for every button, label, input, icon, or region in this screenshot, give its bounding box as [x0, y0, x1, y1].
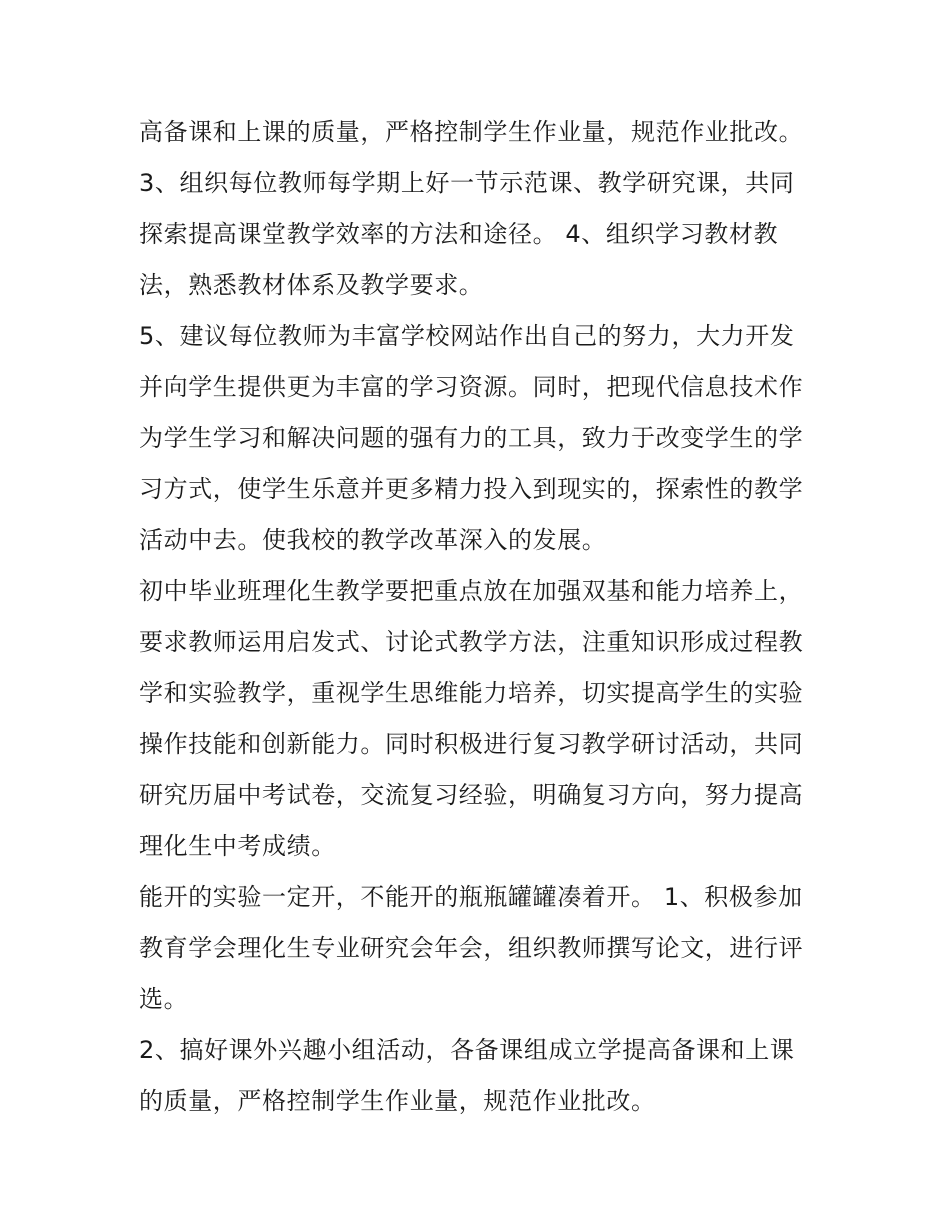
text-line: 学和实验教学，重视学生思维能力培养，切实提高学生的实验 [139, 679, 804, 707]
text-line: 3、组织每位教师每学期上好一节示范课、教学研究课，共同 [139, 169, 795, 197]
text-line: 高备课和上课的质量，严格控制学生作业量，规范作业批改。 [139, 118, 804, 146]
text-line: 2、搞好课外兴趣小组活动，各备课组成立学提高备课和上课 [139, 1036, 795, 1064]
text-line: 5、建议每位教师为丰富学校网站作出自己的努力，大力开发 [139, 322, 795, 350]
text-line: 并向学生提供更为丰富的学习资源。同时，把现代信息技术作 [139, 373, 804, 401]
text-line: 的质量，严格控制学生作业量，规范作业批改。 [139, 1087, 656, 1115]
text-line: 教育学会理化生专业研究会年会，组织教师撰写论文，进行评 [139, 934, 804, 962]
text-line: 能开的实验一定开，不能开的瓶瓶罐罐凑着开。 1、积极参加 [139, 883, 803, 911]
text-line: 初中毕业班理化生教学要把重点放在加强双基和能力培养上， [139, 577, 804, 605]
text-line: 研究历届中考试卷，交流复习经验，明确复习方向，努力提高 [139, 781, 804, 809]
text-line: 为学生学习和解决问题的强有力的工具，致力于改变学生的学 [139, 424, 804, 452]
text-line: 要求教师运用启发式、讨论式教学方法，注重知识形成过程教 [139, 628, 804, 656]
text-line: 探索提高课堂教学效率的方法和途径。 4、组织学习教材教 [139, 220, 779, 248]
text-line: 习方式，使学生乐意并更多精力投入到现实的，探索性的教学 [139, 475, 804, 503]
body-text [139, 107, 829, 1127]
text-line: 活动中去。使我校的教学改革深入的发展。 [139, 526, 607, 554]
text-line: 选。 [139, 985, 189, 1013]
text-line: 法，熟悉教材体系及教学要求。 [139, 271, 484, 299]
text-line: 操作技能和创新能力。同时积极进行复习教学研讨活动，共同 [139, 730, 804, 758]
text-line: 理化生中考成绩。 [139, 832, 336, 860]
